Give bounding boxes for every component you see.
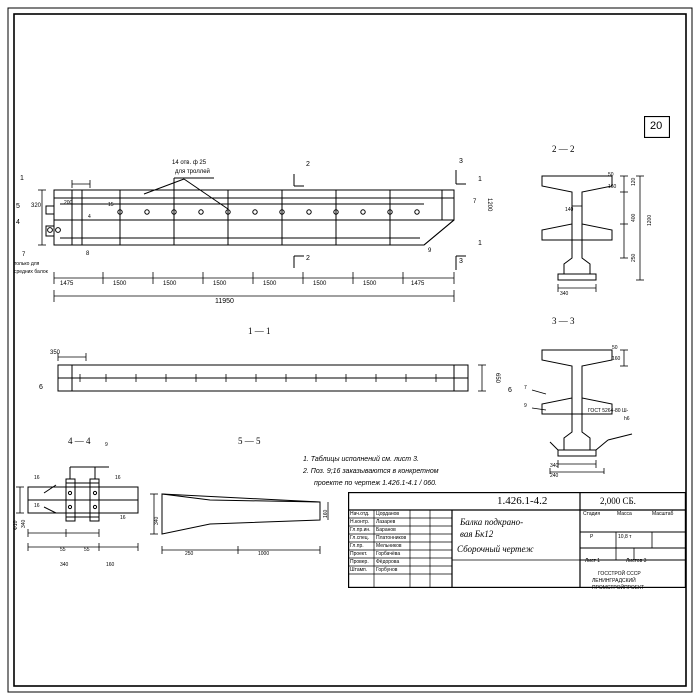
dim-chain-1: 1500 xyxy=(113,281,127,287)
stamp-name-4: Мельников xyxy=(376,543,402,549)
mark-8: 8 xyxy=(86,251,90,257)
org-line-2: ЛЕНИНГРАДСКИЙ xyxy=(592,578,636,584)
stage-label: Стадия xyxy=(583,511,601,517)
dim-15: 15 xyxy=(108,202,114,208)
dim-right-7: 7 xyxy=(473,199,477,205)
dim-340-s55: 340 xyxy=(154,516,160,525)
note-line-3: проекте по чертеж 1.426.1-4.1 / 060. xyxy=(314,480,437,487)
dim-340-bottom: 340 xyxy=(60,562,69,568)
dim-340-s44: 340 xyxy=(21,519,27,528)
section-5-5-view xyxy=(150,480,330,570)
dim-phi10-s44: Ф10 xyxy=(13,520,19,530)
dim-250-s55: 250 xyxy=(185,551,194,557)
dim-55-a: 55 xyxy=(60,547,66,553)
section-5-5-title: 5 — 5 xyxy=(238,436,261,446)
dim-4: 4 xyxy=(88,214,91,220)
dim-340-s33: 340 xyxy=(550,463,559,469)
dim-350: 350 xyxy=(50,350,61,356)
section-mark-2-top: 2 xyxy=(306,161,310,168)
dim-chain-3: 1500 xyxy=(213,281,227,287)
dim-240-s33: 240 xyxy=(550,473,559,479)
scale-note: 2,000 СБ. xyxy=(600,496,636,506)
dim-total: 11950 xyxy=(215,298,234,305)
dim-1000-s55: 1000 xyxy=(258,551,270,557)
mass-value: 10,8 т xyxy=(618,534,632,540)
section-1-1-title: 1 — 1 xyxy=(248,326,271,336)
section-3-3-title: 3 — 3 xyxy=(552,316,575,326)
stamp-name-2: Баранов xyxy=(376,527,396,533)
mark-16-c: 16 xyxy=(115,475,121,481)
dim-55-b: 55 xyxy=(84,547,90,553)
sheet-label: Лист 1 xyxy=(585,558,601,564)
section-4-4-view xyxy=(14,455,164,575)
dim-200: 200 xyxy=(64,200,73,206)
stamp-name-1: Лазарев xyxy=(376,519,396,525)
note-line-2: 2. Поз. 9;16 заказываются в конкретном xyxy=(303,468,439,475)
dim-160-bottom: 160 xyxy=(106,562,115,568)
mark-7-s33: 7 xyxy=(524,385,527,391)
title-line-1: Балка подкрано- xyxy=(460,517,524,527)
dim-50-s22: 50 xyxy=(608,172,614,178)
dim-chain-0: 1475 xyxy=(60,281,74,287)
section-mark-3-top: 3 xyxy=(459,158,463,165)
section-mark-5: 5 xyxy=(16,203,20,210)
stamp-name-0: Цорданов xyxy=(376,511,400,517)
section-mark-1-right-top: 1 xyxy=(478,176,482,183)
dim-160-s55: 160 xyxy=(323,509,329,518)
stamp-role-2: Гл.пр.ин. xyxy=(350,527,371,533)
dim-160-s22: 160 xyxy=(608,184,617,190)
stamp-role-0: Нач.отд. xyxy=(350,511,370,517)
mark-7-left: 7 xyxy=(22,252,26,258)
dim-chain-6: 1500 xyxy=(363,281,377,287)
stamp-role-4: Гл.пр. xyxy=(350,543,364,549)
stamp-role-3: Гл.спец. xyxy=(350,535,369,541)
dim-chain-4: 1500 xyxy=(263,281,277,287)
dim-160-s33: 160 xyxy=(612,356,621,362)
dim-650: 650 xyxy=(494,373,500,384)
mass-label: Масса xyxy=(617,511,632,517)
weld-note-line1: ГОСТ 5264-80 Ш- xyxy=(588,408,629,414)
mark-6-left: 6 xyxy=(39,384,43,391)
section-mark-4: 4 xyxy=(16,219,20,226)
org-line-3: ПРОМСТРОЙПРОЕКТ xyxy=(592,585,645,591)
weld-note-line2: h6 xyxy=(624,416,630,422)
stamp-role-6: Провер. xyxy=(350,559,369,565)
org-line-1: ГОССТРОЙ СССР xyxy=(598,571,641,577)
mark-9-plan: 9 xyxy=(428,248,432,254)
holes-callout-line1: 14 отв. ф 25 xyxy=(172,160,207,166)
dim-right-1200: 1200 xyxy=(486,198,492,212)
section-mark-1-right-bottom: 1 xyxy=(478,240,482,247)
drawing-code: 1.426.1-4.2 xyxy=(497,495,548,507)
mark-6-right: 6 xyxy=(508,387,512,394)
mark-16-b: 16 xyxy=(34,503,40,509)
dim-chain-2: 1500 xyxy=(163,281,177,287)
note-line-1: 1. Таблицы исполнений см. лист 3. xyxy=(303,456,419,463)
page-number: 20 xyxy=(650,120,663,132)
edge-note-line2: средних балок xyxy=(14,269,48,275)
title-line-3: Сборочный чертеж xyxy=(457,544,534,554)
stamp-role-7: Штамп. xyxy=(350,567,368,573)
mark-9-s33: 9 xyxy=(524,403,527,409)
stamp-name-6: Фёдорова xyxy=(376,559,400,565)
section-2-2-view xyxy=(520,162,660,292)
stamp-name-5: Горбачёва xyxy=(376,551,401,557)
beam-elevation-view xyxy=(24,160,494,310)
section-3-3-view xyxy=(516,334,666,474)
stamp-name-7: Горбунов xyxy=(376,567,398,573)
sheets-label: Листов 3 xyxy=(626,558,647,564)
section-1-1-view xyxy=(36,345,506,415)
stamp-role-5: Проект. xyxy=(350,551,368,557)
stamp-name-3: Платонников xyxy=(376,535,407,541)
section-2-2-title: 2 — 2 xyxy=(552,144,575,154)
dim-340-s22: 340 xyxy=(560,291,569,297)
holes-callout-line2: для троллей xyxy=(175,169,210,175)
dim-400-s22: 400 xyxy=(631,213,637,222)
dim-chain-5: 1500 xyxy=(313,281,327,287)
section-4-4-title: 4 — 4 xyxy=(68,436,91,446)
section-mark-2-bottom: 2 xyxy=(306,255,310,262)
dim-chain-7: 1475 xyxy=(411,281,425,287)
dim-50-s33: 50 xyxy=(612,345,618,351)
scale-label: Масштаб xyxy=(652,511,674,517)
mark-9-s44: 9 xyxy=(105,442,108,448)
dim-1200-s22: 1200 xyxy=(647,214,653,226)
edge-note-line1: только для xyxy=(14,261,40,267)
stamp-role-1: Н.контр. xyxy=(350,519,370,525)
dim-140-s22: 140 xyxy=(565,207,574,213)
title-line-2: вая Бк12 xyxy=(460,529,494,539)
dim-left-height: 320 xyxy=(31,203,42,209)
section-mark-3-bottom: 3 xyxy=(459,258,463,265)
dim-120-s22: 120 xyxy=(631,177,637,186)
mark-16-d: 16 xyxy=(120,515,126,521)
stage-value: Р xyxy=(590,534,594,540)
section-mark-1-left: 1 xyxy=(20,175,24,182)
mark-16-a: 16 xyxy=(34,475,40,481)
dim-250-s22: 250 xyxy=(631,253,637,262)
